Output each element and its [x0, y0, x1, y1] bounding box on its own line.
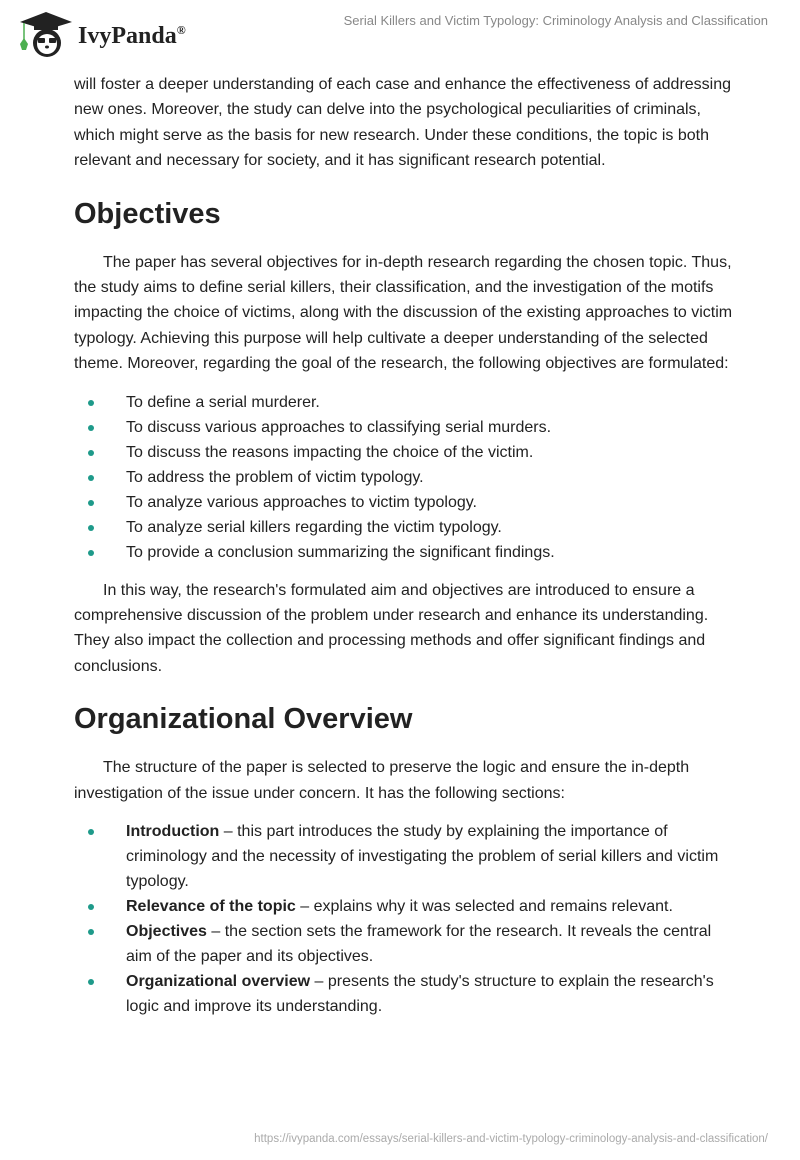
- bullet-icon: [88, 929, 94, 935]
- document-body: [74, 72, 734, 1019]
- list-item: To analyze various approaches to victim typology.: [74, 490, 734, 515]
- page-header: [0, 0, 800, 60]
- list-item: To discuss the reasons impacting the choice of the victim.: [74, 440, 734, 465]
- panda-graduate-icon: [16, 8, 74, 60]
- bullet-icon: [88, 979, 94, 985]
- list-item: To address the problem of victim typology.: [74, 465, 734, 490]
- list-item: Introduction – this part introduces the study by explaining the importance of criminology and the necessity of investigating the problem of serial killers and victim typology.: [74, 819, 734, 894]
- logo-text: IvyPanda®: [78, 22, 186, 49]
- overview-paragraph: The structure of the paper is selected to preserve the logic and ensure the in-depth investigation of the issue under concern. It has the following sections:: [74, 759, 690, 802]
- bullet-icon: [88, 525, 94, 531]
- list-item: To define a serial murderer.: [74, 390, 734, 415]
- intro-paragraph: will foster a deeper understanding of each case and enhance the effectiveness of addressing new ones. Moreover, the study can delve into the psychological peculiarities of criminals, which might serve as the basis for new research. Under these conditions, the topic is both relevant and necessary for society, and it has significant research potential.: [74, 76, 732, 170]
- objectives-paragraph: The paper has several objectives for in-depth research regarding the chosen topic. Thus, the study aims to define serial killers, their classification, and the investigation of the motifs impacting the choice of victims, along with the discussion of the existing approaches to victim typology. Achieving this purpose will help cultivate a deeper understanding of the selected theme. Moreover, regarding the goal of the research, the following objectives are formulated:: [74, 253, 733, 373]
- objectives-closing-paragraph: In this way, the research's formulated aim and objectives are introduced to ensure a comprehensive discussion of the problem under research and enhance its understanding. They also impact the collection and processing methods and offer significant findings and conclusions.: [74, 581, 709, 675]
- objectives-heading: Objectives: [74, 197, 221, 230]
- overview-list: [74, 819, 734, 1019]
- bullet-icon: [88, 450, 94, 456]
- list-item: Objectives – the section sets the framework for the research. It reveals the central aim of the paper and its objectives.: [74, 919, 734, 969]
- bullet-icon: [88, 829, 94, 835]
- objectives-list: [74, 390, 734, 565]
- bullet-icon: [88, 904, 94, 910]
- list-item: Relevance of the topic – explains why it was selected and remains relevant.: [74, 894, 734, 919]
- bullet-icon: [88, 400, 94, 406]
- list-item: Organizational overview – presents the study's structure to explain the research's logic and improve its understanding.: [74, 969, 734, 1019]
- list-item: To analyze serial killers regarding the victim typology.: [74, 515, 734, 540]
- bullet-icon: [88, 425, 94, 431]
- list-item: To provide a conclusion summarizing the significant findings.: [74, 540, 734, 565]
- bullet-icon: [88, 475, 94, 481]
- source-url[interactable]: https://ivypanda.com/essays/serial-killers-and-victim-typology-criminology-analysis-and-classification/: [254, 1133, 768, 1145]
- ivypanda-logo[interactable]: [16, 8, 186, 60]
- overview-heading: Organizational Overview: [74, 703, 413, 736]
- bullet-icon: [88, 550, 94, 556]
- bullet-icon: [88, 500, 94, 506]
- document-title: Serial Killers and Victim Typology: Criminology Analysis and Classification: [343, 13, 768, 28]
- list-item: To discuss various approaches to classifying serial murders.: [74, 415, 734, 440]
